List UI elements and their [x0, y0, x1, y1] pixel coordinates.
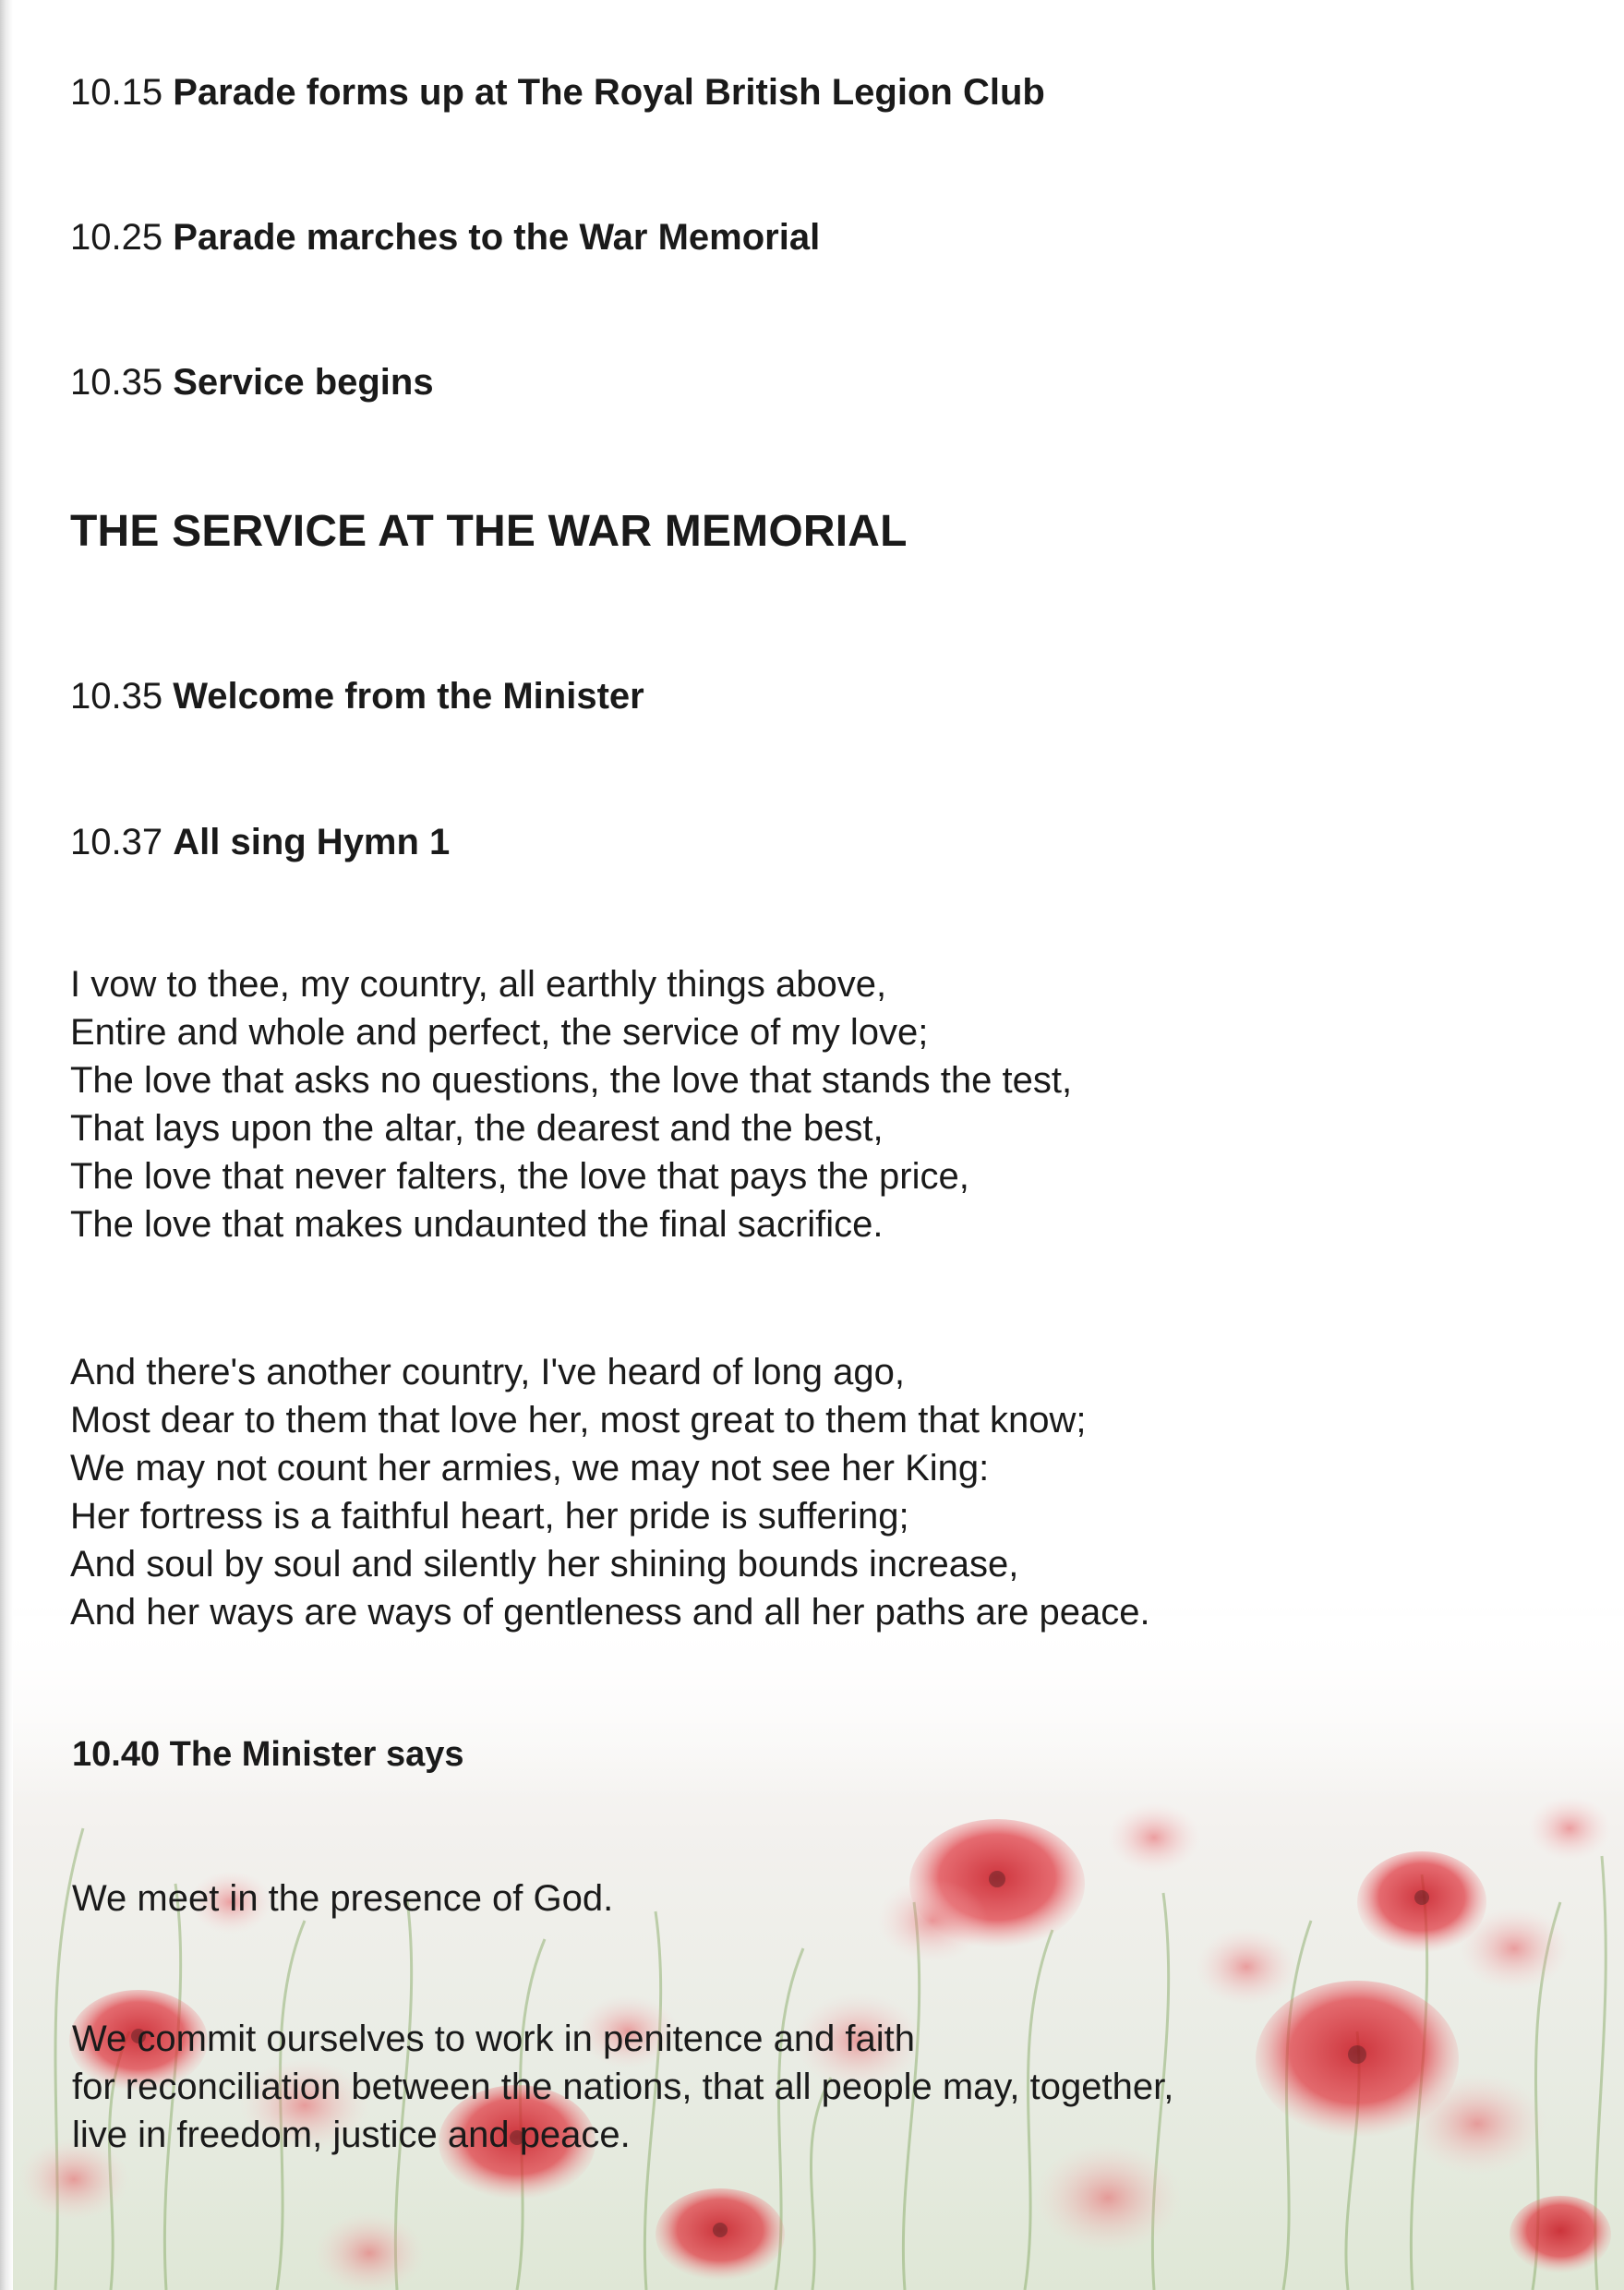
- schedule-item: [70, 360, 434, 404]
- schedule-item: [70, 215, 820, 259]
- hymn-line: That lays upon the altar, the dearest and the best,: [70, 1108, 884, 1149]
- hymn-line: I vow to thee, my country, all earthly things above,: [70, 964, 887, 1005]
- minister-line-1: [72, 1874, 613, 1922]
- service-time: 10.35: [70, 676, 163, 717]
- schedule-text: Parade marches to the War Memorial: [173, 217, 821, 258]
- service-text: All sing Hymn 1: [173, 822, 451, 862]
- hymn-verse-1: [70, 960, 1072, 1248]
- hymn-line: The love that never falters, the love that pays the price,: [70, 1156, 969, 1197]
- minister-text: for reconciliation between the nations, that all people may, together,: [72, 2067, 1174, 2107]
- service-item: [70, 820, 450, 864]
- schedule-time: 10.25: [70, 217, 163, 258]
- section-title: THE SERVICE AT THE WAR MEMORIAL: [70, 507, 908, 556]
- minister-paragraph-2: [72, 2015, 1173, 2159]
- service-time: 10.37: [70, 822, 163, 862]
- service-item: [70, 674, 644, 718]
- hymn-line: Entire and whole and perfect, the service of my love;: [70, 1012, 929, 1053]
- minister-text: We meet in the presence of God.: [72, 1878, 614, 1919]
- schedule-text: Service begins: [173, 362, 434, 403]
- hymn-line: We may not count her armies, we may not see her King:: [70, 1448, 990, 1488]
- hymn-line: The love that makes undaunted the final sacrifice.: [70, 1204, 884, 1245]
- hymn-line: And soul by soul and silently her shining bounds increase,: [70, 1544, 1019, 1585]
- hymn-verse-2: [70, 1348, 1150, 1636]
- hymn-line: Her fortress is a faithful heart, her pride is suffering;: [70, 1496, 909, 1537]
- schedule-item: [70, 70, 1045, 114]
- scan-edge-shadow: [0, 0, 13, 2290]
- hymn-line: And her ways are ways of gentleness and all her paths are peace.: [70, 1592, 1150, 1633]
- minister-text: live in freedom, justice and peace.: [72, 2115, 631, 2155]
- hymn-line: And there's another country, I've heard of long ago,: [70, 1352, 906, 1392]
- schedule-text: Parade forms up at The Royal British Legion Club: [173, 72, 1045, 113]
- schedule-time: 10.35: [70, 362, 163, 403]
- schedule-time: 10.15: [70, 72, 163, 113]
- hymn-line: Most dear to them that love her, most great to them that know;: [70, 1400, 1087, 1440]
- minister-heading: 10.40 The Minister says: [72, 1735, 464, 1774]
- minister-text: We commit ourselves to work in penitence and faith: [72, 2019, 916, 2059]
- hymn-line: The love that asks no questions, the love that stands the test,: [70, 1060, 1073, 1101]
- service-text: Welcome from the Minister: [173, 676, 644, 717]
